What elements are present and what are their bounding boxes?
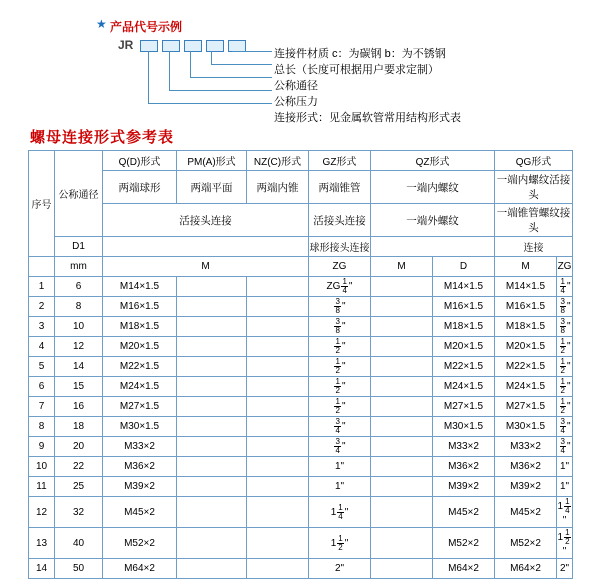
qg-m-cell: M24×1.5 <box>495 377 557 397</box>
header-unit-qz-d: D <box>433 257 495 277</box>
header-taper-pipe-joint: 一端锥管螺纹接头 <box>495 204 573 237</box>
leader-line <box>211 51 212 64</box>
q-form-cell: M27×1.5 <box>103 397 177 417</box>
header-pm-form: PM(A)形式 <box>177 151 247 171</box>
header-nz-desc: 两端内锥 <box>247 171 309 204</box>
nz-form-cell <box>247 559 309 579</box>
nz-form-cell <box>247 437 309 457</box>
gz-form-cell: $\frac{1}{2}$ " <box>309 357 371 377</box>
nz-form-cell <box>247 457 309 477</box>
diagram-labels <box>274 48 461 128</box>
pm-form-cell <box>177 377 247 397</box>
qz-m-cell <box>371 277 433 297</box>
q-form-cell: M33×2 <box>103 437 177 457</box>
qg-zg-cell: $\frac{3}{4}$ " <box>557 437 573 457</box>
qz-m-cell <box>371 337 433 357</box>
qg-zg-cell: 2" <box>557 559 573 579</box>
table-row <box>29 397 573 417</box>
nz-form-cell <box>247 277 309 297</box>
qz-d-cell: M36×2 <box>433 457 495 477</box>
q-form-cell: M30×1.5 <box>103 417 177 437</box>
qg-m-cell: M14×1.5 <box>495 277 557 297</box>
qg-m-cell: M39×2 <box>495 477 557 497</box>
nominal-diameter-cell: 25 <box>55 477 103 497</box>
qz-d-cell: M45×2 <box>433 497 495 528</box>
table-row <box>29 297 573 317</box>
table-row <box>29 277 573 297</box>
pm-form-cell <box>177 497 247 528</box>
product-code-diagram <box>0 0 600 124</box>
qz-d-cell: M39×2 <box>433 477 495 497</box>
nut-connection-table <box>28 150 573 579</box>
pm-form-cell <box>177 457 247 477</box>
header-gz-form: GZ形式 <box>309 151 371 171</box>
qz-m-cell <box>371 457 433 477</box>
table-row <box>29 337 573 357</box>
q-form-cell: M20×1.5 <box>103 337 177 357</box>
qg-m-cell: M64×2 <box>495 559 557 579</box>
qz-d-cell: M22×1.5 <box>433 357 495 377</box>
leader-line <box>169 51 170 90</box>
pm-form-cell <box>177 277 247 297</box>
qg-zg-cell: $\frac{1}{2}$ " <box>557 397 573 417</box>
table-row <box>29 477 573 497</box>
diagram-label-nominal-pressure: 公称压力 <box>274 96 318 108</box>
pm-form-cell <box>177 317 247 337</box>
nz-form-cell <box>247 337 309 357</box>
code-prefix: JR <box>118 38 134 52</box>
nominal-diameter-cell: 14 <box>55 357 103 377</box>
nz-form-cell <box>247 397 309 417</box>
nz-form-cell <box>247 297 309 317</box>
gz-form-cell: $\frac{1}{2}$ " <box>309 377 371 397</box>
pm-form-cell <box>177 528 247 559</box>
qz-d-cell: M24×1.5 <box>433 377 495 397</box>
leader-line <box>169 90 272 91</box>
q-form-cell: M22×1.5 <box>103 357 177 377</box>
diagram-label-material: 连接件材质 c：为碳钢 b：为不锈钢 <box>274 48 446 60</box>
leader-line <box>148 103 272 104</box>
nominal-diameter-cell: 40 <box>55 528 103 559</box>
seq-cell: 7 <box>29 397 55 417</box>
pm-form-cell <box>177 417 247 437</box>
gz-form-cell: $\frac{1}{2}$ " <box>309 337 371 357</box>
header-blank-2 <box>371 237 495 257</box>
qg-m-cell: M33×2 <box>495 437 557 457</box>
leader-line <box>190 51 191 77</box>
qg-m-cell: M52×2 <box>495 528 557 559</box>
nz-form-cell <box>247 317 309 337</box>
qz-m-cell <box>371 377 433 397</box>
seq-cell: 9 <box>29 437 55 457</box>
qz-d-cell: M30×1.5 <box>433 417 495 437</box>
qz-d-cell: M18×1.5 <box>433 317 495 337</box>
qz-m-cell <box>371 559 433 579</box>
q-form-cell: M24×1.5 <box>103 377 177 397</box>
header-qg-form: QG形式 <box>495 151 573 171</box>
leader-line <box>190 77 272 78</box>
qz-m-cell <box>371 357 433 377</box>
qg-m-cell: M27×1.5 <box>495 397 557 417</box>
table-row <box>29 357 573 377</box>
qg-zg-cell: $\frac{3}{4}$ " <box>557 417 573 437</box>
qg-m-cell: M36×2 <box>495 457 557 477</box>
header-unit-seq <box>29 257 55 277</box>
code-boxes <box>140 40 250 58</box>
table-body <box>29 277 573 579</box>
qg-m-cell: M30×1.5 <box>495 417 557 437</box>
pm-form-cell <box>177 477 247 497</box>
nz-form-cell <box>247 417 309 437</box>
pm-form-cell <box>177 437 247 457</box>
gz-form-cell: 2" <box>309 559 371 579</box>
header-nz-form: NZ(C)形式 <box>247 151 309 171</box>
gz-form-cell: $\frac{3}{4}$ " <box>309 437 371 457</box>
diagram-title: 产品代号示例 <box>110 20 183 34</box>
qz-m-cell <box>371 317 433 337</box>
qg-zg-cell: 1" <box>557 457 573 477</box>
pm-form-cell <box>177 337 247 357</box>
qg-m-cell: M22×1.5 <box>495 357 557 377</box>
nominal-diameter-cell: 6 <box>55 277 103 297</box>
nz-form-cell <box>247 528 309 559</box>
q-form-cell: M14×1.5 <box>103 277 177 297</box>
seq-cell: 14 <box>29 559 55 579</box>
header-unit-qg-m: M <box>495 257 557 277</box>
gz-form-cell: 1" <box>309 457 371 477</box>
qz-d-cell: M64×2 <box>433 559 495 579</box>
header-gz-desc: 两端锥管 <box>309 171 371 204</box>
table-row <box>29 417 573 437</box>
q-form-cell: M39×2 <box>103 477 177 497</box>
header-ball-joint: 球形接头连接 <box>309 237 371 257</box>
table-row <box>29 497 573 528</box>
gz-form-cell: 1" <box>309 477 371 497</box>
seq-cell: 11 <box>29 477 55 497</box>
pm-form-cell <box>177 397 247 417</box>
pm-form-cell <box>177 559 247 579</box>
seq-cell: 4 <box>29 337 55 357</box>
diagram-label-nominal-diameter: 公称通径 <box>274 80 318 92</box>
qz-d-cell: M14×1.5 <box>433 277 495 297</box>
gz-form-cell: $\frac{1}{2}$ " <box>309 397 371 417</box>
qz-m-cell <box>371 528 433 559</box>
q-form-cell: M64×2 <box>103 559 177 579</box>
diagram-label-length: 总长（长度可根据用户要求定制） <box>274 64 439 76</box>
qz-m-cell <box>371 397 433 417</box>
leader-line <box>148 51 149 103</box>
header-unit-m: M <box>103 257 309 277</box>
qg-m-cell: M20×1.5 <box>495 337 557 357</box>
header-blank <box>103 237 309 257</box>
table-header-row-4 <box>29 237 573 257</box>
header-unit-mm: mm <box>55 257 103 277</box>
nominal-diameter-cell: 15 <box>55 377 103 397</box>
header-q-desc: 两端球形 <box>103 171 177 204</box>
qg-zg-cell: $\frac{1}{2}$ " <box>557 377 573 397</box>
table-row <box>29 559 573 579</box>
qz-d-cell: M16×1.5 <box>433 297 495 317</box>
header-seq: 序号 <box>29 151 55 257</box>
pm-form-cell <box>177 297 247 317</box>
seq-cell: 3 <box>29 317 55 337</box>
qg-zg-cell: 1 $\frac{1}{4}$ " <box>557 497 573 528</box>
qz-m-cell <box>371 417 433 437</box>
q-form-cell: M52×2 <box>103 528 177 559</box>
header-connection: 连接 <box>495 237 573 257</box>
header-unit-qz-m: M <box>371 257 433 277</box>
header-unit-qg-zg: ZG <box>557 257 573 277</box>
pm-form-cell <box>177 357 247 377</box>
nz-form-cell <box>247 357 309 377</box>
seq-cell: 1 <box>29 277 55 297</box>
gz-form-cell: $\frac{3}{8}$ " <box>309 317 371 337</box>
header-union-connection-2: 活接头连接 <box>309 204 371 237</box>
table-header-row-1 <box>29 151 573 171</box>
nominal-diameter-cell: 16 <box>55 397 103 417</box>
header-q-form: Q(D)形式 <box>103 151 177 171</box>
seq-cell: 5 <box>29 357 55 377</box>
gz-form-cell: 1 $\frac{1}{2}$ " <box>309 528 371 559</box>
seq-cell: 12 <box>29 497 55 528</box>
qz-d-cell: M33×2 <box>433 437 495 457</box>
qg-zg-cell: $\frac{3}{8}$ " <box>557 297 573 317</box>
header-qz-desc: 一端内螺纹 <box>371 171 495 204</box>
table-row <box>29 457 573 477</box>
section-title: 螺母连接形式参考表 <box>30 129 175 146</box>
qz-m-cell <box>371 497 433 528</box>
qg-m-cell: M16×1.5 <box>495 297 557 317</box>
nominal-diameter-cell: 10 <box>55 317 103 337</box>
nz-form-cell <box>247 497 309 528</box>
nominal-diameter-cell: 20 <box>55 437 103 457</box>
header-d1: D1 <box>55 237 103 257</box>
header-qg-desc: 一端内螺纹活接头 <box>495 171 573 204</box>
table-row <box>29 528 573 559</box>
nominal-diameter-cell: 22 <box>55 457 103 477</box>
q-form-cell: M36×2 <box>103 457 177 477</box>
code-box <box>140 40 158 52</box>
qg-zg-cell: $\frac{1}{2}$ " <box>557 357 573 377</box>
code-box <box>162 40 180 52</box>
seq-cell: 13 <box>29 528 55 559</box>
qg-zg-cell: 1" <box>557 477 573 497</box>
header-pm-desc: 两端平面 <box>177 171 247 204</box>
code-box <box>206 40 224 52</box>
leader-line <box>232 51 272 52</box>
leader-line <box>211 64 272 65</box>
qz-d-cell: M52×2 <box>433 528 495 559</box>
gz-form-cell: ZG $\frac{1}{4}$ " <box>309 277 371 297</box>
qg-zg-cell: $\frac{3}{8}$ " <box>557 317 573 337</box>
star-icon: ★ <box>96 17 107 31</box>
diagram-label-connection-type: 连接形式：见金属软管常用结构形式表 <box>274 112 461 124</box>
gz-form-cell: $\frac{3}{8}$ " <box>309 297 371 317</box>
header-qz-form: QZ形式 <box>371 151 495 171</box>
qz-m-cell <box>371 297 433 317</box>
table-header-row-2 <box>29 171 573 204</box>
header-unit-zg: ZG <box>309 257 371 277</box>
q-form-cell: M18×1.5 <box>103 317 177 337</box>
header-nominal-diameter: 公称通径 <box>55 151 103 237</box>
qz-d-cell: M20×1.5 <box>433 337 495 357</box>
qg-m-cell: M45×2 <box>495 497 557 528</box>
qz-m-cell <box>371 477 433 497</box>
q-form-cell: M16×1.5 <box>103 297 177 317</box>
qz-m-cell <box>371 437 433 457</box>
qg-zg-cell: 1 $\frac{1}{2}$ " <box>557 528 573 559</box>
nominal-diameter-cell: 12 <box>55 337 103 357</box>
seq-cell: 6 <box>29 377 55 397</box>
table-row <box>29 317 573 337</box>
qg-zg-cell: $\frac{1}{2}$ " <box>557 337 573 357</box>
nominal-diameter-cell: 18 <box>55 417 103 437</box>
gz-form-cell: 1 $\frac{1}{4}$ " <box>309 497 371 528</box>
header-union-connection: 活接头连接 <box>103 204 309 237</box>
qg-zg-cell: $\frac{1}{4}$ " <box>557 277 573 297</box>
nominal-diameter-cell: 50 <box>55 559 103 579</box>
table-header-row-5 <box>29 257 573 277</box>
table-header-row-3 <box>29 204 573 237</box>
nz-form-cell <box>247 477 309 497</box>
qz-d-cell: M27×1.5 <box>433 397 495 417</box>
table-row <box>29 437 573 457</box>
nz-form-cell <box>247 377 309 397</box>
nominal-diameter-cell: 8 <box>55 297 103 317</box>
qg-m-cell: M18×1.5 <box>495 317 557 337</box>
code-box <box>184 40 202 52</box>
q-form-cell: M45×2 <box>103 497 177 528</box>
header-external-thread: 一端外螺纹 <box>371 204 495 237</box>
nominal-diameter-cell: 32 <box>55 497 103 528</box>
seq-cell: 8 <box>29 417 55 437</box>
seq-cell: 10 <box>29 457 55 477</box>
seq-cell: 2 <box>29 297 55 317</box>
gz-form-cell: $\frac{3}{4}$ " <box>309 417 371 437</box>
table-row <box>29 377 573 397</box>
